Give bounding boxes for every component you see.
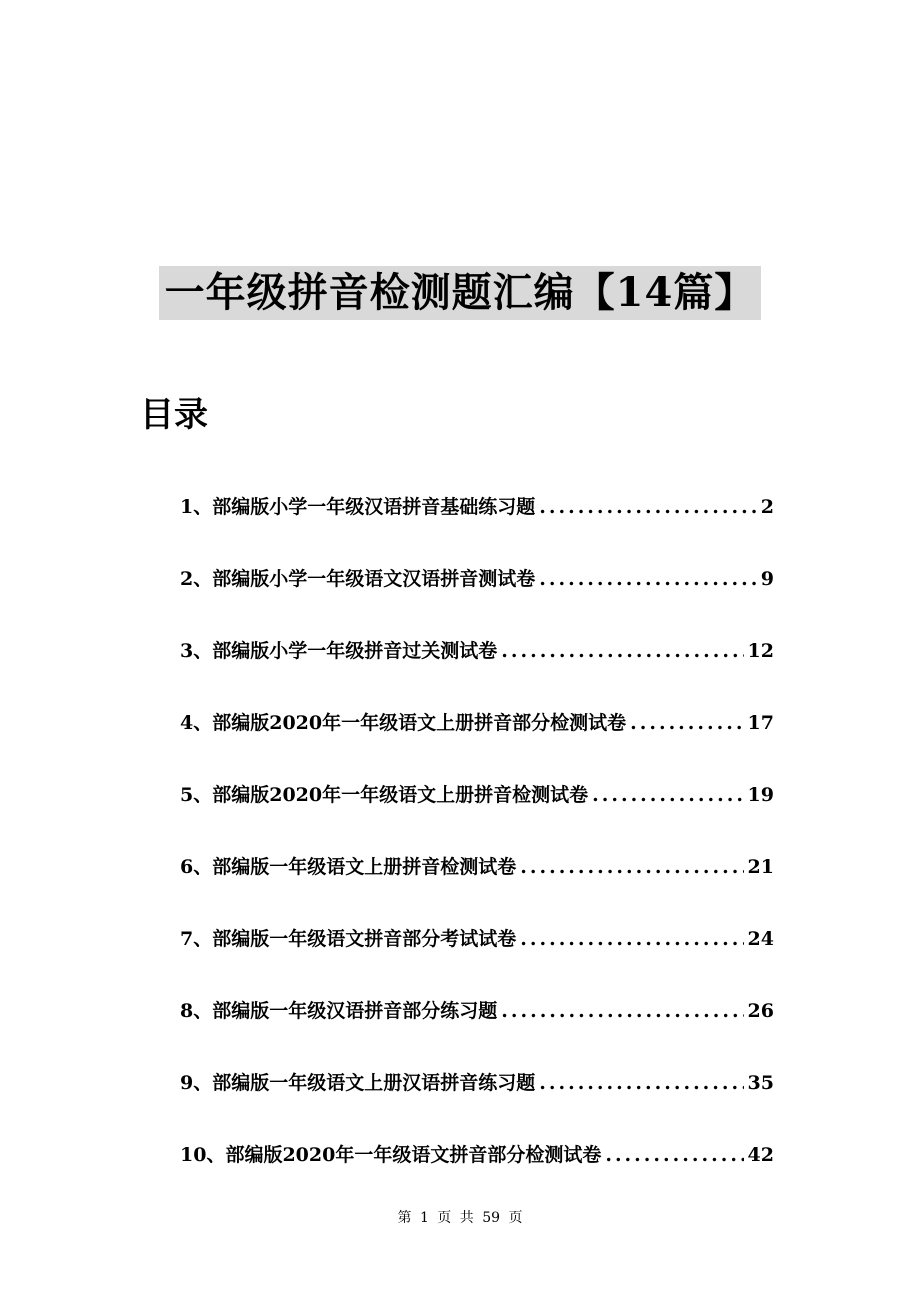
toc-leader-dots (520, 928, 743, 950)
toc-entry-page: 35 (747, 1072, 774, 1094)
toc-entry-8[interactable] (180, 996, 774, 1068)
toc-entry-title: 3、部编版小学一年级拼音过关测试卷 (180, 640, 498, 662)
toc-entry-title: 9、部编版一年级语文上册汉语拼音练习题 (180, 1072, 536, 1094)
toc-entry-page: 19 (747, 784, 774, 806)
toc-entry-page: 21 (747, 856, 774, 878)
toc-leader-dots (539, 1072, 743, 1094)
toc-entry-3[interactable] (180, 636, 774, 708)
document-title-container (0, 266, 920, 320)
toc-entry-page: 24 (747, 928, 774, 950)
toc-leader-dots (592, 784, 743, 806)
toc-entry-page: 12 (747, 640, 774, 662)
toc-leader-dots (501, 640, 743, 662)
toc-leader-dots (539, 496, 757, 518)
toc-entry-2[interactable] (180, 564, 774, 636)
toc-leader-dots (501, 1000, 743, 1022)
toc-leader-dots (605, 1144, 743, 1166)
toc-entry-page: 42 (747, 1144, 774, 1166)
toc-leader-dots (630, 712, 743, 734)
toc-entry-page: 2 (760, 496, 774, 518)
document-title: 一年级拼音检测题汇编【14篇】 (159, 266, 762, 320)
toc-entry-title: 4、部编版2020年一年级语文上册拼音部分检测试卷 (180, 712, 627, 734)
page-footer: 第 1 页 共 59 页 (397, 1210, 523, 1226)
toc-leader-dots (539, 568, 757, 590)
toc-entry-9[interactable] (180, 1068, 774, 1140)
toc-entry-10[interactable] (180, 1140, 774, 1212)
toc-entry-6[interactable] (180, 852, 774, 924)
toc-entry-page: 17 (747, 712, 774, 734)
toc-heading: 目录 (140, 395, 208, 435)
toc-entry-7[interactable] (180, 924, 774, 996)
toc-entry-title: 5、部编版2020年一年级语文上册拼音检测试卷 (180, 784, 589, 806)
toc-entry-title: 10、部编版2020年一年级语文拼音部分检测试卷 (180, 1144, 602, 1166)
toc-entry-title: 7、部编版一年级语文拼音部分考试试卷 (180, 928, 517, 950)
toc-entry-page: 26 (747, 1000, 774, 1022)
toc-entry-5[interactable] (180, 780, 774, 852)
toc-entry-title: 2、部编版小学一年级语文汉语拼音测试卷 (180, 568, 536, 590)
toc-entry-page: 9 (760, 568, 774, 590)
toc-entry-title: 8、部编版一年级汉语拼音部分练习题 (180, 1000, 498, 1022)
toc-entry-1[interactable] (180, 492, 774, 564)
toc-entry-4[interactable] (180, 708, 774, 780)
toc-entry-title: 6、部编版一年级语文上册拼音检测试卷 (180, 856, 517, 878)
toc-list (180, 492, 774, 1212)
toc-entry-title: 1、部编版小学一年级汉语拼音基础练习题 (180, 496, 536, 518)
toc-leader-dots (520, 856, 743, 878)
